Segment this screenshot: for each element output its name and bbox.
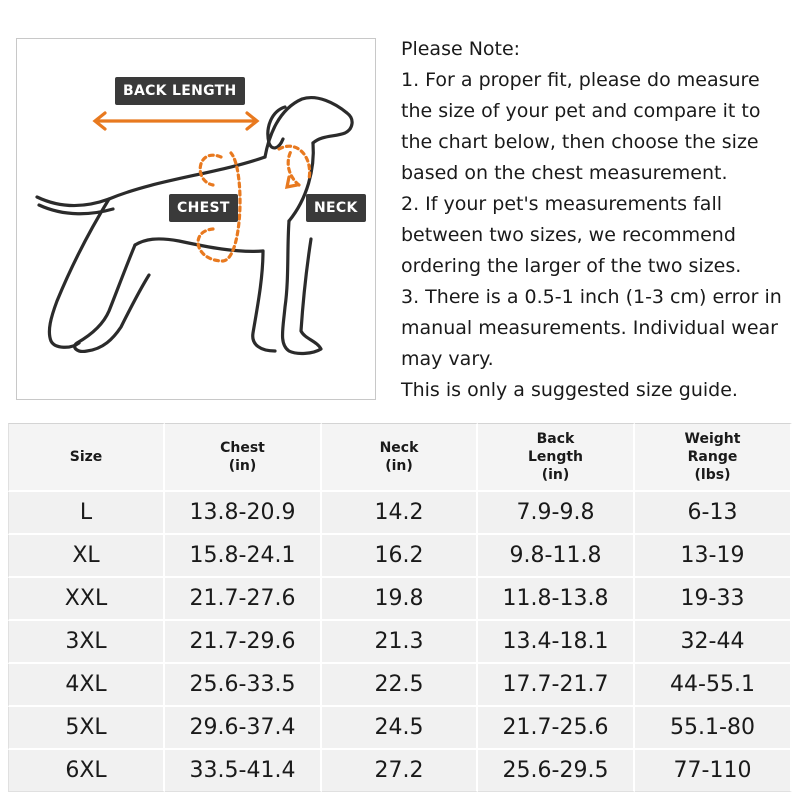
cell-weight: 32-44 (635, 621, 792, 664)
cell-chest: 15.8-24.1 (165, 535, 322, 578)
cell-back-length: 21.7-25.6 (478, 707, 635, 750)
cell-neck: 22.5 (322, 664, 478, 707)
note-item-1: 1. For a proper fit, please do measure the size of your pet and compare it to the chart below, then choose the size based on the chest measurement. (401, 69, 761, 184)
cell-size: 5XL (8, 707, 165, 750)
cell-size: 4XL (8, 664, 165, 707)
cell-neck: 24.5 (322, 707, 478, 750)
cell-weight: 13-19 (635, 535, 792, 578)
cell-neck: 14.2 (322, 492, 478, 535)
header-neck: Neck (in) (322, 423, 478, 492)
notes-heading: Please Note: (401, 38, 521, 60)
table-header-row (8, 423, 792, 492)
cell-neck: 19.8 (322, 578, 478, 621)
cell-chest: 33.5-41.4 (165, 750, 322, 792)
cell-back-length: 11.8-13.8 (478, 578, 635, 621)
table-row (8, 750, 792, 792)
table-row (8, 492, 792, 535)
cell-size: 3XL (8, 621, 165, 664)
table-row (8, 535, 792, 578)
header-weight-range: Weight Range (lbs) (635, 423, 792, 492)
cell-size: XL (8, 535, 165, 578)
cell-chest: 25.6-33.5 (165, 664, 322, 707)
cell-back-length: 9.8-11.8 (478, 535, 635, 578)
cell-neck: 16.2 (322, 535, 478, 578)
cell-back-length: 13.4-18.1 (478, 621, 635, 664)
cell-back-length: 17.7-21.7 (478, 664, 635, 707)
cell-size: 6XL (8, 750, 165, 792)
note-item-3: 3. There is a 0.5-1 inch (1-3 cm) error in manual measurements. Individual wear may vary. (401, 286, 782, 370)
cell-chest: 13.8-20.9 (165, 492, 322, 535)
cell-neck: 27.2 (322, 750, 478, 792)
neck-arrow (279, 146, 310, 185)
cell-weight: 77-110 (635, 750, 792, 792)
table-row (8, 621, 792, 664)
note-item-2: 2. If your pet's measurements fall between two sizes, we recommend ordering the larger of the two sizes. (401, 193, 742, 277)
cell-weight: 55.1-80 (635, 707, 792, 750)
table-row (8, 664, 792, 707)
size-chart-table (8, 423, 792, 792)
cell-back-length: 7.9-9.8 (478, 492, 635, 535)
cell-chest: 29.6-37.4 (165, 707, 322, 750)
cell-size: L (8, 492, 165, 535)
cell-weight: 19-33 (635, 578, 792, 621)
notes-footer: This is only a suggested size guide. (401, 379, 738, 401)
dog-measurement-diagram (16, 38, 376, 400)
cell-neck: 21.3 (322, 621, 478, 664)
header-size: Size (8, 423, 165, 492)
cell-chest: 21.7-27.6 (165, 578, 322, 621)
table-row (8, 578, 792, 621)
back-length-label: BACK LENGTH (115, 77, 245, 105)
table-row (8, 707, 792, 750)
header-back-length: Back Length (in) (478, 423, 635, 492)
cell-weight: 44-55.1 (635, 664, 792, 707)
cell-weight: 6-13 (635, 492, 792, 535)
header-chest: Chest (in) (165, 423, 322, 492)
cell-chest: 21.7-29.6 (165, 621, 322, 664)
size-notes (401, 34, 796, 406)
chest-label: CHEST (169, 194, 238, 222)
neck-label: NECK (306, 194, 366, 222)
cell-back-length: 25.6-29.5 (478, 750, 635, 792)
cell-size: XXL (8, 578, 165, 621)
